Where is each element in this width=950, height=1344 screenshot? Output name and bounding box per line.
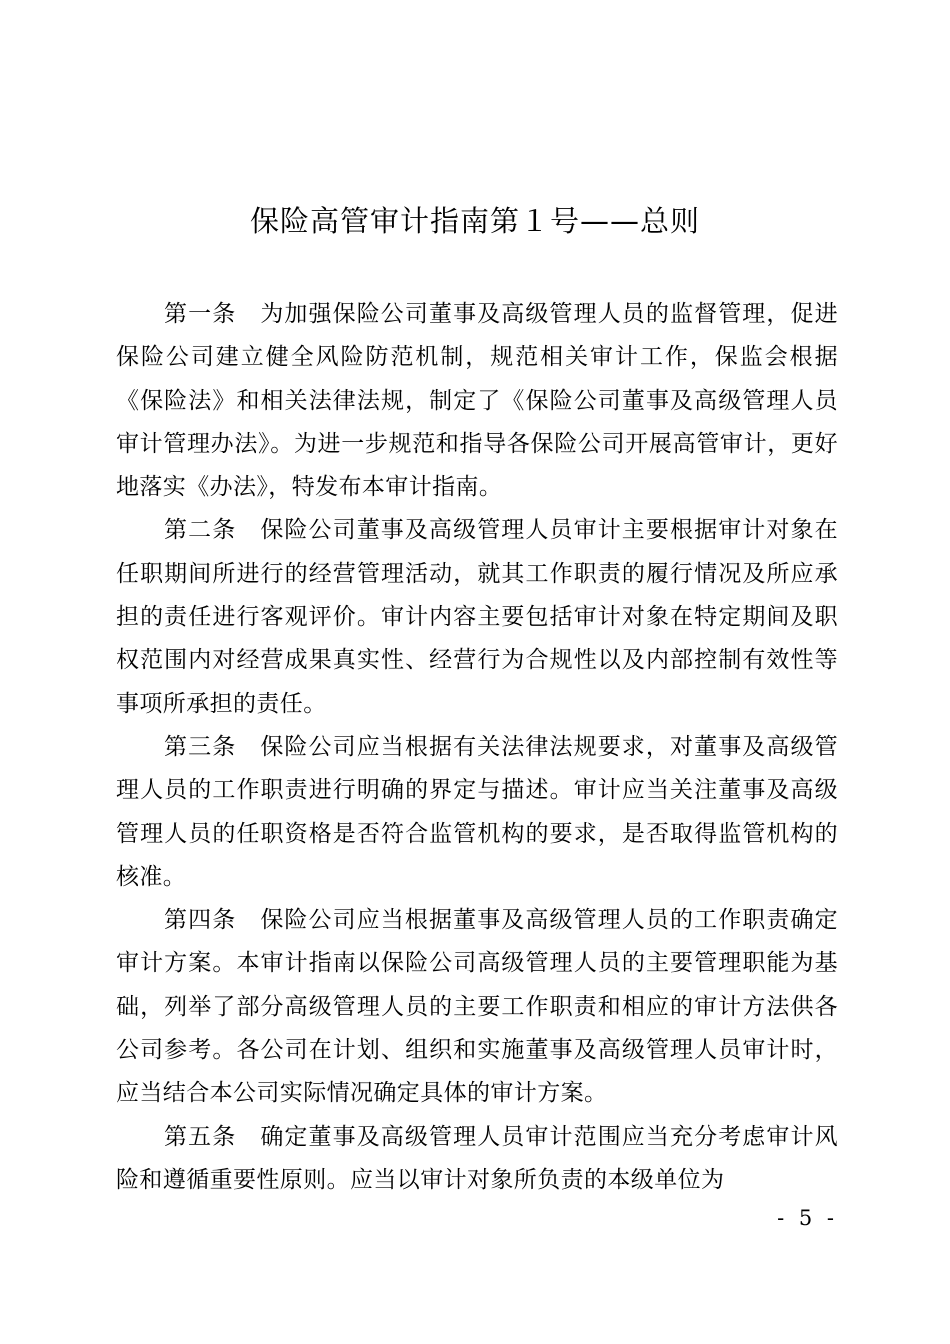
article-number: 第五条 [164,1123,237,1150]
article-3 [116,726,838,899]
article-number: 第四条 [164,907,237,934]
article-1 [116,293,838,509]
article-5 [116,1116,838,1203]
article-text: 保险公司应当根据有关法律法规要求，对董事及高级管理人员的工作职责进行明确的界定与描述。审计应当关注董事及高级管理人员的任职资格是否符合监管机构的要求，是否取得监管机构的核准。 [116,733,839,890]
document-body [116,293,838,1202]
article-2 [116,509,838,725]
page-title: 保险高管审计指南第１号——总则 [249,204,700,238]
article-text: 确定董事及高级管理人员审计范围应当充分考虑审计风险和遵循重要性原则。应当以审计对象所负责的本级单位为 [116,1123,839,1193]
article-number: 第三条 [164,733,237,760]
article-number: 第一条 [164,301,237,327]
article-text: 保险公司应当根据董事及高级管理人员的工作职责确定审计方案。本审计指南以保险公司高级管理人员的主要管理职能为基础，列举了部分高级管理人员的主要工作职责和相应的审计方法供各公司参考。各公司在计划、组织和实施董事及高级管理人员审计时，应当结合本公司实际情况确定具体的审计方案。 [116,907,839,1107]
page-number: - 5 - [777,1206,838,1230]
article-4 [116,899,838,1115]
article-number: 第二条 [164,517,237,544]
article-text: 保险公司董事及高级管理人员审计主要根据审计对象在任职期间所进行的经营管理活动，就其工作职责的履行情况及所应承担的责任进行客观评价。审计内容主要包括审计对象在特定期间及职权范围内对经营成果真实性、经营行为合规性以及内部控制有效性等事项所承担的责任。 [116,517,839,717]
article-text: 为加强保险公司董事及高级管理人员的监督管理，促进保险公司建立健全风险防范机制，规范相关审计工作，保监会根据《保险法》和相关法律法规，制定了《保险公司董事及高级管理人员审计管理办法》。为进一步规范和指导各保险公司开展高管审计，更好地落实《办法》，特发布本审计指南。 [116,301,839,501]
